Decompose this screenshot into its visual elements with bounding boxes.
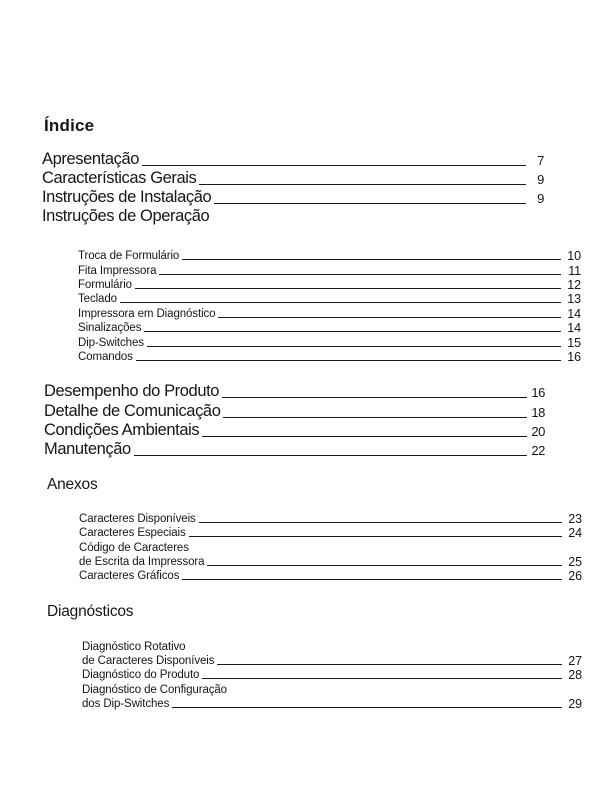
toc-entry-detalhe-comunicacao[interactable] xyxy=(44,402,545,421)
toc-entry-page: 18 xyxy=(531,405,545,420)
toc-entry-label: Diagnóstico do Produto xyxy=(82,669,200,681)
leader-line xyxy=(142,165,526,166)
toc-entry-label: Formulário xyxy=(78,279,132,291)
toc-subentry-caracteres-especiais[interactable] xyxy=(79,526,582,540)
toc-entry-label: dos Dip-Switches xyxy=(82,698,170,710)
leader-line xyxy=(218,317,561,318)
toc-entry-label: Manutenção xyxy=(44,440,131,458)
toc-entry-label: Características Gerais xyxy=(42,169,197,187)
toc-entry-label: Instruções de Instalação xyxy=(42,188,212,206)
toc-entry-page: 23 xyxy=(568,512,582,526)
toc-entry-label: de Caracteres Disponíveis xyxy=(82,655,215,667)
toc-entry-label: Detalhe de Comunicação xyxy=(44,402,221,420)
toc-entry-label: Sinalizações xyxy=(78,322,142,334)
toc-subentry-caracteres-graficos[interactable] xyxy=(79,569,582,583)
toc-entry-page: 14 xyxy=(567,307,581,321)
leader-line xyxy=(222,397,527,398)
leader-line xyxy=(217,664,562,665)
toc-entry-label: de Escrita da Impressora xyxy=(79,556,205,568)
toc-entry-page: 7 xyxy=(537,153,544,168)
toc-entry-page: 20 xyxy=(531,424,545,439)
section-heading-anexos: Anexos xyxy=(47,476,98,493)
toc-entry-page: 26 xyxy=(568,569,582,583)
toc-entry-label: Troca de Formulário xyxy=(78,250,180,262)
toc-entry-page: 24 xyxy=(568,526,582,540)
toc-subentry-caracteres-disponiveis[interactable] xyxy=(79,512,582,526)
leader-line xyxy=(207,565,562,566)
leader-line xyxy=(202,436,527,437)
leader-line xyxy=(182,579,562,580)
toc-entry-page: 28 xyxy=(568,668,582,682)
leader-line xyxy=(199,522,562,523)
toc-entry-label: Dip-Switches xyxy=(78,337,144,349)
leader-line xyxy=(202,678,562,679)
toc-subentry-formulario[interactable] xyxy=(78,278,581,292)
toc-subentry-fita-impressora[interactable] xyxy=(78,264,581,278)
leader-line xyxy=(223,417,527,418)
toc-entry-apresentacao[interactable] xyxy=(42,150,544,169)
toc-entry-label: Comandos xyxy=(78,351,133,363)
leader-line xyxy=(199,184,526,185)
toc-entry-label: Condições Ambientais xyxy=(44,421,200,439)
toc-subentry-diagnostico-produto[interactable] xyxy=(82,668,582,682)
toc-subentry-label-line1: Diagnóstico de Configuração xyxy=(82,684,227,696)
toc-entry-manutencao[interactable] xyxy=(44,440,545,459)
toc-entry-label: Desempenho do Produto xyxy=(44,382,220,400)
toc-entry-label: Impressora em Diagnóstico xyxy=(78,308,216,320)
toc-entry-page: 14 xyxy=(567,321,581,335)
toc-entry-label: Apresentação xyxy=(42,150,140,168)
toc-entry-label: Fita Impressora xyxy=(78,265,157,277)
toc-entry-instrucoes-instalacao[interactable] xyxy=(42,188,544,207)
toc-entry-desempenho[interactable] xyxy=(44,382,545,401)
leader-line xyxy=(144,331,561,332)
toc-entry-page: 15 xyxy=(567,336,581,350)
toc-entry-label: Caracteres Gráficos xyxy=(79,570,180,582)
toc-subentry-label-line1: Diagnóstico Rotativo xyxy=(82,641,186,653)
toc-entry-condicoes-ambientais[interactable] xyxy=(44,421,545,440)
toc-entry-page: 25 xyxy=(568,555,582,569)
leader-line xyxy=(134,455,527,456)
toc-entry-label: Caracteres Especiais xyxy=(79,527,186,539)
toc-entry-page: 11 xyxy=(568,264,581,278)
toc-entry-caracteristicas-gerais[interactable] xyxy=(42,169,544,188)
toc-subentry-troca-formulario[interactable] xyxy=(78,249,581,263)
toc-subentry-sinalizacoes[interactable] xyxy=(78,321,581,335)
section-heading-operacao: Instruções de Operação xyxy=(42,207,210,225)
toc-subentry-teclado[interactable] xyxy=(78,292,581,306)
page-title: Índice xyxy=(44,116,95,135)
leader-line xyxy=(135,288,561,289)
toc-entry-page: 16 xyxy=(531,385,545,400)
toc-entry-label: Caracteres Disponíveis xyxy=(79,513,196,525)
toc-entry-page: 16 xyxy=(567,350,581,364)
leader-line xyxy=(120,302,561,303)
toc-entry-page: 9 xyxy=(537,172,544,187)
toc-subentry-label-line1: Código de Caracteres xyxy=(79,542,189,554)
toc-entry-label: Teclado xyxy=(78,293,117,305)
leader-line xyxy=(172,707,562,708)
leader-line xyxy=(189,536,562,537)
toc-subentry-dip-switches[interactable] xyxy=(78,336,581,350)
leader-line xyxy=(214,203,526,204)
toc-entry-page: 10 xyxy=(567,249,581,263)
toc-entry-page: 9 xyxy=(537,191,544,206)
leader-line xyxy=(159,274,561,275)
toc-subentry-diagnostico-configuracao[interactable] xyxy=(82,697,582,711)
toc-entry-page: 13 xyxy=(567,292,581,306)
toc-entry-page: 12 xyxy=(567,278,581,292)
toc-entry-page: 22 xyxy=(531,443,545,458)
toc-subentry-comandos[interactable] xyxy=(78,350,581,364)
toc-subentry-impressora-diagnostico[interactable] xyxy=(78,307,581,321)
section-heading-diagnosticos: Diagnósticos xyxy=(47,603,134,620)
toc-entry-page: 27 xyxy=(568,654,582,668)
toc-subentry-diagnostico-rotativo[interactable] xyxy=(82,654,582,668)
leader-line xyxy=(182,259,561,260)
toc-subentry-codigo-caracteres[interactable] xyxy=(79,555,582,569)
leader-line xyxy=(147,346,561,347)
toc-entry-page: 29 xyxy=(568,697,582,711)
leader-line xyxy=(136,360,561,361)
